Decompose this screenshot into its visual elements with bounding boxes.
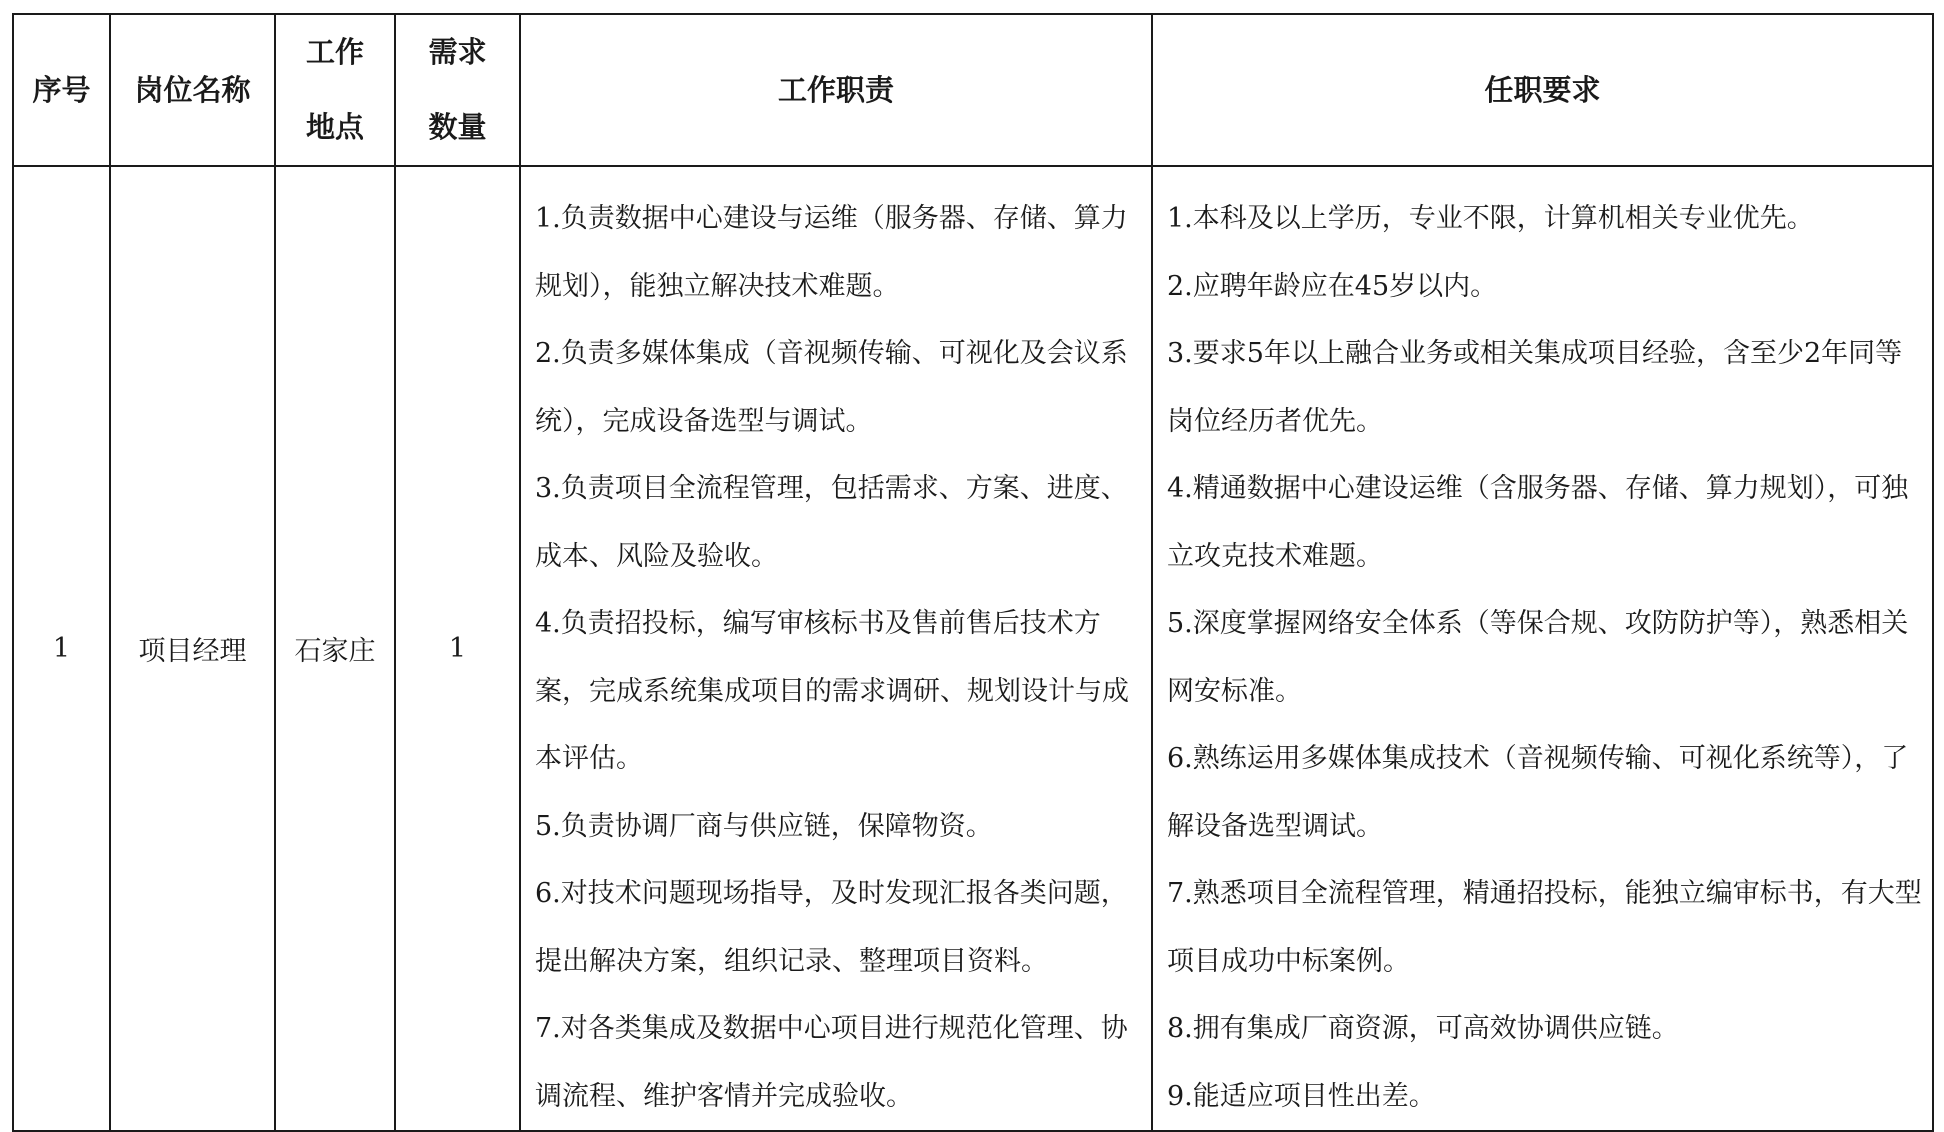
- duty-item: 4.负责招投标，编写审核标书及售前售后技术方案，完成系统集成项目的需求调研、规划设计与成本评估。: [535, 608, 1129, 774]
- header-quantity-line1: 需求: [428, 35, 487, 69]
- requirement-item: 9.能适应项目性出差。: [1167, 1080, 1436, 1112]
- duties-list: [535, 167, 1143, 1130]
- requirement-item: 1.本科及以上学历，专业不限，计算机相关专业优先。: [1167, 203, 1814, 234]
- cell-location: 石家庄: [275, 166, 395, 1131]
- header-position: 岗位名称: [110, 14, 275, 166]
- duty-item: 1.负责数据中心建设与运维（服务器、存储、算力规划），能独立解决技术难题。: [535, 203, 1128, 302]
- header-duties: 工作职责: [520, 14, 1152, 166]
- duty-item: 7.对各类集成及数据中心项目进行规范化管理、协调流程、维护客情并完成验收。: [535, 1013, 1128, 1112]
- header-row: [13, 14, 1933, 166]
- cell-index: 1: [13, 166, 110, 1131]
- requirement-item: 2.应聘年龄应在45岁以内。: [1167, 270, 1498, 302]
- requirement-item: 5.深度掌握网络安全体系（等保合规、攻防防护等），熟悉相关网安标准。: [1167, 608, 1909, 707]
- cell-requirements: [1152, 166, 1933, 1131]
- cell-quantity: 1: [395, 166, 520, 1131]
- header-location-line1: 工作: [305, 35, 364, 69]
- requirement-item: 3.要求5年以上融合业务或相关集成项目经验，含至少2年同等岗位经历者优先。: [1167, 338, 1903, 437]
- duty-item: 6.对技术问题现场指导，及时发现汇报各类问题，提出解决方案，组织记录、整理项目资料。: [535, 878, 1128, 977]
- header-index: 序号: [13, 14, 110, 166]
- header-quantity-line2: 数量: [428, 110, 487, 144]
- header-quantity: [395, 14, 520, 166]
- cell-duties: [520, 166, 1152, 1131]
- job-posting-table: [12, 13, 1934, 1132]
- requirement-item: 4.精通数据中心建设运维（含服务器、存储、算力规划），可独立攻克技术难题。: [1167, 473, 1909, 572]
- requirement-item: 8.拥有集成厂商资源，可高效协调供应链。: [1167, 1013, 1679, 1044]
- duty-item: 3.负责项目全流程管理，包括需求、方案、进度、成本、风险及验收。: [535, 473, 1128, 572]
- header-requirements: 任职要求: [1152, 14, 1933, 166]
- requirements-list: [1167, 167, 1924, 1130]
- table-row: [13, 166, 1933, 1131]
- header-location-line2: 地点: [305, 110, 364, 144]
- requirement-item: 7.熟悉项目全流程管理，精通招投标，能独立编审标书，有大型项目成功中标案例。: [1167, 878, 1922, 977]
- requirement-item: 6.熟练运用多媒体集成技术（音视频传输、可视化系统等），了解设备选型调试。: [1167, 743, 1909, 842]
- cell-position: 项目经理: [110, 166, 275, 1131]
- header-location: [275, 14, 395, 166]
- duty-item: 5.负责协调厂商与供应链，保障物资。: [535, 810, 993, 842]
- duty-item: 2.负责多媒体集成（音视频传输、可视化及会议系统），完成设备选型与调试。: [535, 338, 1128, 437]
